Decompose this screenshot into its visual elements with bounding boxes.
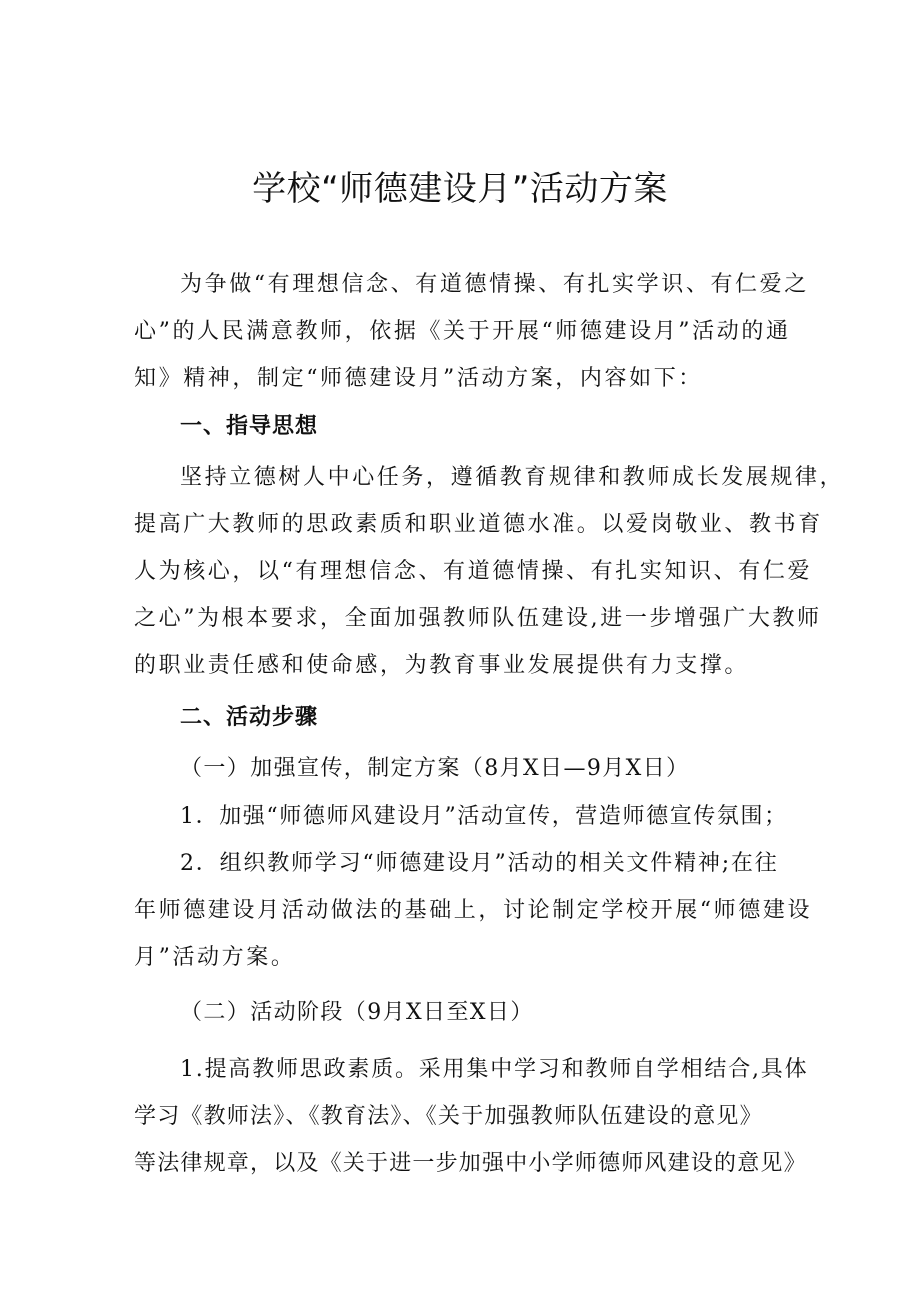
stage1-item-2-line-3: 月”活动方案。 [134, 945, 296, 970]
section1-line-1: 坚持立德树人中心任务，遵循教育规律和教师成长发展规律， [180, 465, 845, 490]
section2-heading: 二、活动步骤 [180, 705, 319, 730]
section1-heading: 一、指导思想 [180, 414, 319, 439]
stage1-item-2-line-1: 2．组织教师学习“师德建设月”活动的相关文件精神;在往 [180, 851, 779, 876]
section1-line-5: 的职业责任感和使命感，为教育事业发展提供有力支撑。 [134, 653, 750, 678]
stage1-title: （一）加强宣传，制定方案（8月X日—9月X日） [180, 756, 690, 781]
stage1-item-1: 1．加强“师德师风建设月”活动宣传，营造师德宣传氛围； [180, 804, 788, 829]
intro-line-1: 为争做“有理想信念、有道德情操、有扎实学识、有仁爱之 [180, 272, 809, 297]
intro-line-3: 知》精神，制定“师德建设月”活动方案，内容如下： [134, 366, 703, 391]
stage2-title: （二）活动阶段（9月X日至X日） [180, 1000, 534, 1025]
document-title: 学校“师德建设月”活动方案 [252, 169, 668, 209]
stage2-item-1-line-3: 等法律规章，以及《关于进一步加强中小学师德师风建设的意见》 [134, 1151, 807, 1176]
stage1-item-2-line-2: 年师德建设月活动做法的基础上，讨论制定学校开展“师德建设 [134, 898, 813, 923]
intro-line-2: 心”的人民满意教师，依据《关于开展“师德建设月”活动的通 [134, 319, 791, 344]
section1-line-2: 提高广大教师的思政素质和职业道德水准。以爱岗敬业、教书育 [134, 512, 823, 537]
section1-line-4: 之心”为根本要求，全面加强教师队伍建设,进一步增强广大教师 [134, 606, 822, 631]
section1-line-3: 人为核心，以“有理想信念、有道德情操、有扎实知识、有仁爱 [134, 559, 813, 584]
stage2-item-1-line-1: 1.提高教师思政素质。采用集中学习和教师自学相结合,具体 [180, 1057, 809, 1082]
stage2-item-1-line-2: 学习《教师法》、《教育法》、《关于加强教师队伍建设的意见》 [134, 1104, 763, 1129]
